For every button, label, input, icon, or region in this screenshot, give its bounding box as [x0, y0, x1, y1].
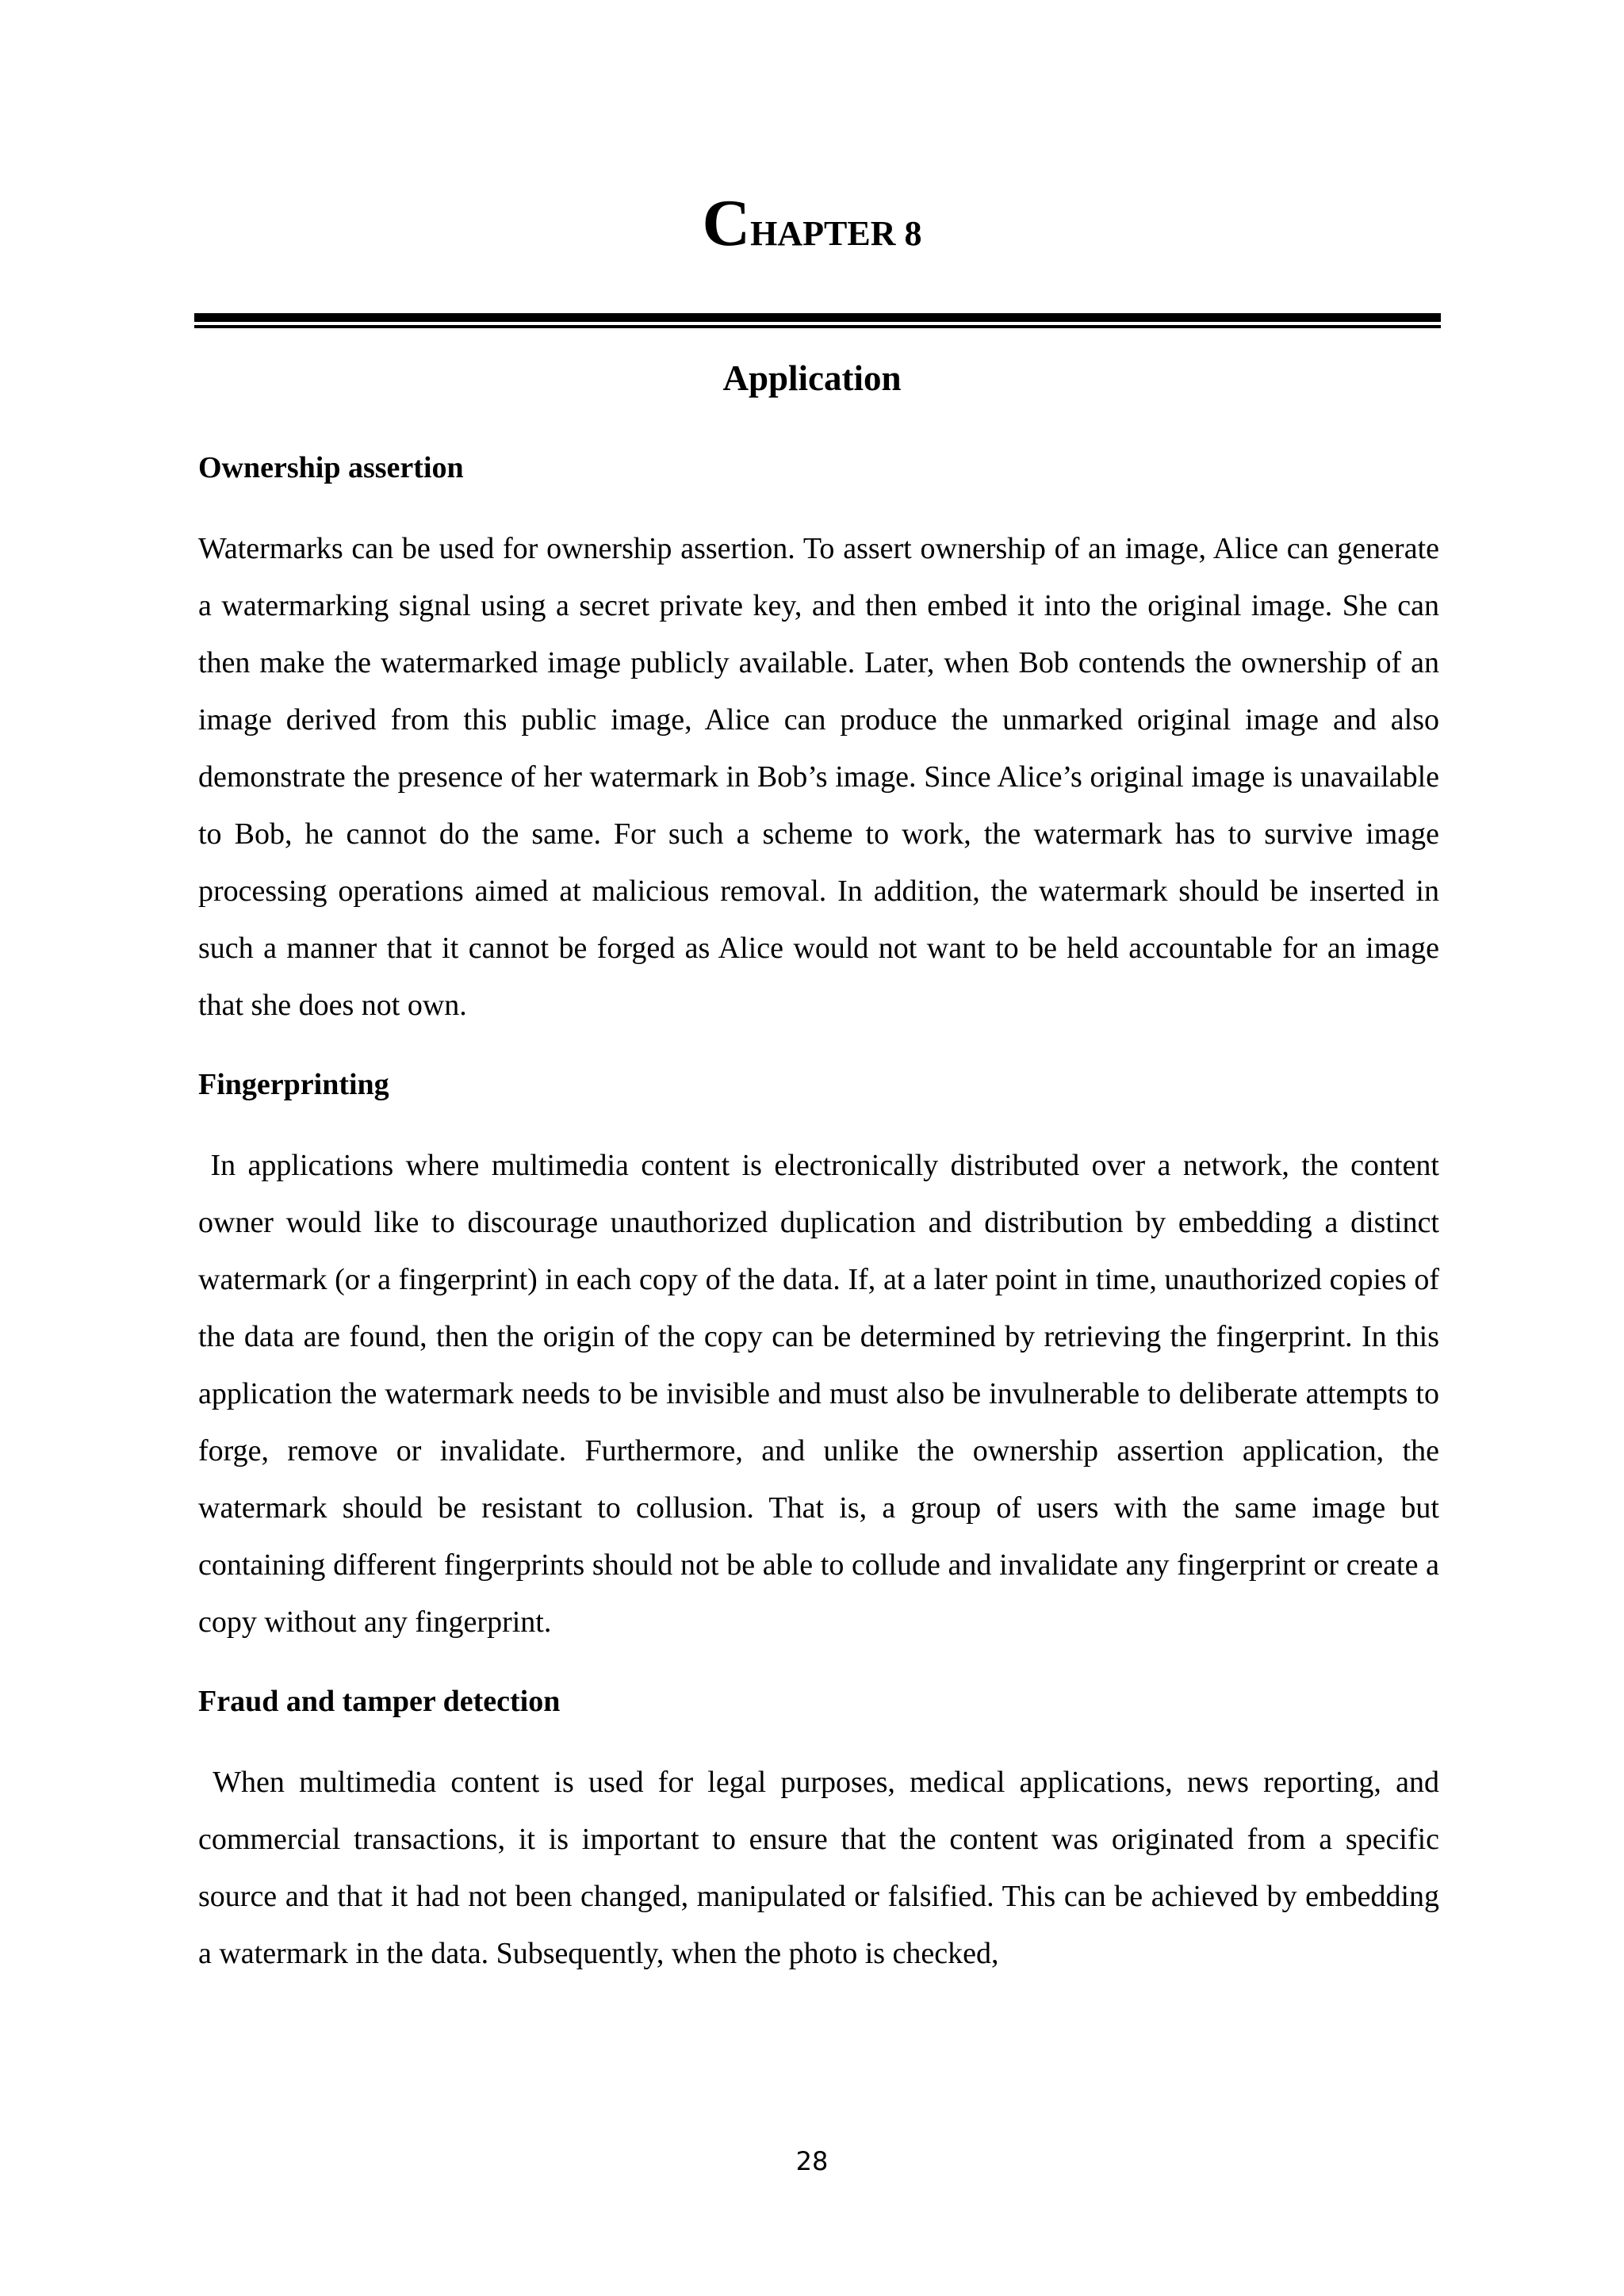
chapter-rule-thick	[194, 313, 1441, 322]
section-heading-ownership: Ownership assertion	[198, 451, 464, 484]
chapter-title: Application	[722, 358, 902, 398]
section-body-ownership: Watermarks can be used for ownership assertion. To assert ownership of an image, Alice can generate a watermarking signal using a secret private key, and then embed it into the original image. She can then make the watermarked image publicly available. Later, when Bob contends the ownership of an image derived from this public image, Alice can produce the unmarked original image and also demonstrate the presence of her watermark in Bob’s image. Since Alice’s original image is unavailable to Bob, he cannot do the same. For such a scheme to work, the watermark has to survive image processing operations aimed at malicious removal. In addition, the watermark should be inserted in such a manner that it cannot be forged as Alice would not want to be held accountable for an image that she does not own.	[198, 532, 1439, 1022]
chapter-heading-rest: HAPTER 8	[750, 214, 922, 253]
section-heading-fingerprinting: Fingerprinting	[198, 1068, 389, 1101]
section-body-fingerprinting: In applications where multimedia content is electronically distributed over a network, the content owner would like to discourage unauthorized duplication and distribution by embedding a distinct watermark (or a fingerprint) in each copy of the data. If, at a later point in time, unauthorized copies of the data are found, then the origin of the copy can be determined by retrieving the fingerprint. In this application the watermark needs to be invisible and must also be invulnerable to deliberate attempts to forge, remove or invalidate. Furthermore, and unlike the ownership assertion application, the watermark should be resistant to collusion. That is, a group of users with the same image but containing different fingerprints should not be able to collude and invalidate any fingerprint or create a copy without any fingerprint.	[198, 1149, 1447, 1639]
section-body-fraud: When multimedia content is used for legal purposes, medical applications, news reporting, and commercial transactions, it is important to ensure that the content was originated from a specific source and that it had not been changed, manipulated or falsified. This can be achieved by embedding a watermark in the data. Subsequently, when the photo is checked,	[198, 1766, 1447, 1970]
chapter-heading	[0, 186, 1624, 260]
page-number: 28	[795, 2146, 829, 2176]
chapter-content	[198, 444, 1447, 1982]
chapter-heading-initial: C	[702, 186, 751, 260]
chapter-rule-thin	[194, 325, 1441, 328]
section-heading-fraud: Fraud and tamper detection	[198, 1685, 561, 1718]
